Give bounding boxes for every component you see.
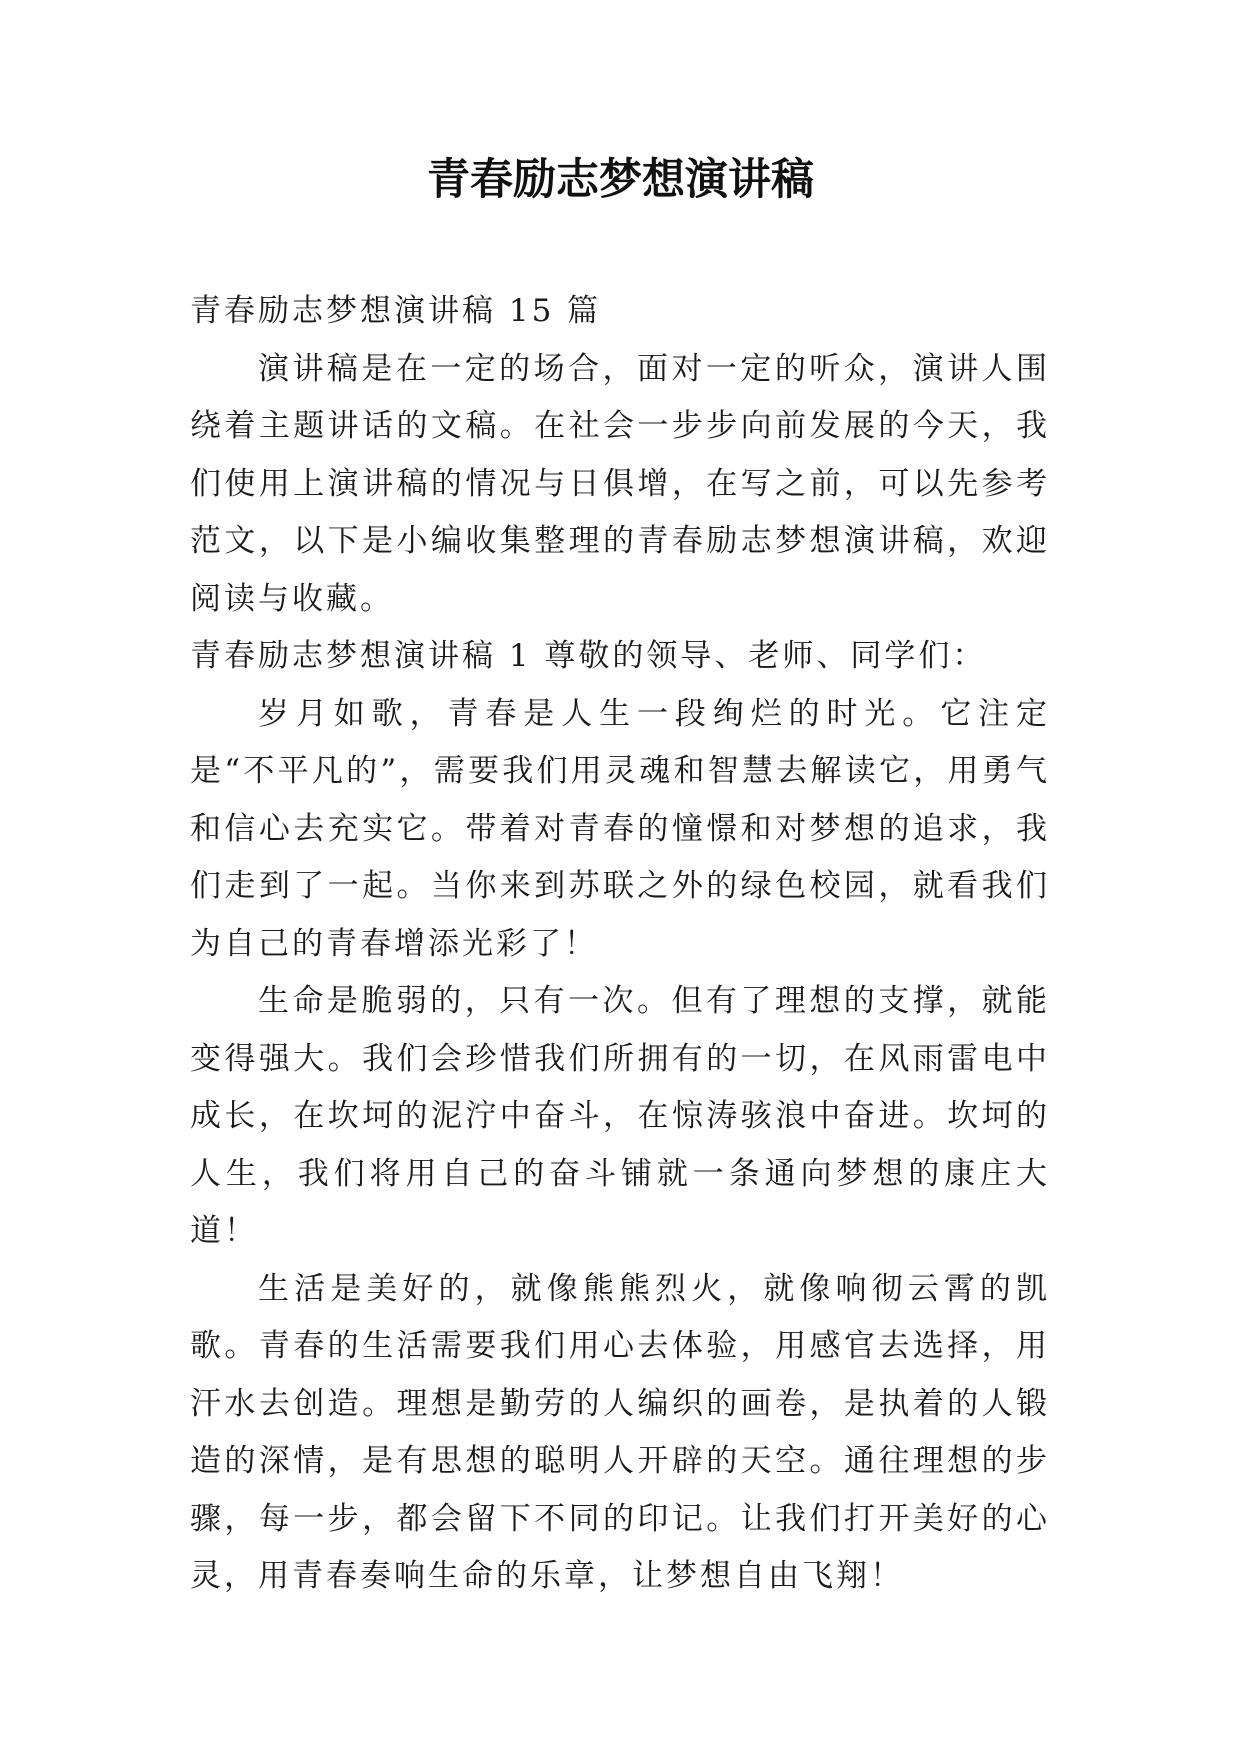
speech-1-heading: 青春励志梦想演讲稿 1 尊敬的领导、老师、同学们： xyxy=(190,638,987,674)
document-body xyxy=(190,283,1050,1606)
intro-paragraph: 演讲稿是在一定的场合，面对一定的听众，演讲人围绕着主题讲话的文稿。在社会一步步向前发展的今天，我们使用上演讲稿的情况与日俱增，在写之前，可以先参考范文，以下是小编收集整理的青春励志梦想演讲稿，欢迎阅读与收藏。 xyxy=(190,350,1050,617)
body-paragraph: 生命是脆弱的，只有一次。但有了理想的支撑，就能变得强大。我们会珍惜我们所拥有的一切，在风雨雷电中成长，在坎坷的泥泞中奋斗，在惊涛骇浪中奋进。坎坷的人生，我们将用自己的奋斗铺就一条通向梦想的康庄大道！ xyxy=(190,983,1050,1249)
body-paragraph: 岁月如歌，青春是人生一段绚烂的时光。它注定是“不平凡的”，需要我们用灵魂和智慧去解读它，用勇气和信心去充实它。带着对青春的憧憬和对梦想的追求，我们走到了一起。当你来到苏联之外的绿色校园，就看我们为自己的青春增添光彩了！ xyxy=(190,695,1050,962)
subtitle-line: 青春励志梦想演讲稿 15 篇 xyxy=(190,293,602,329)
body-paragraph: 生活是美好的，就像熊熊烈火，就像响彻云霄的凯歌。青春的生活需要我们用心去体验，用感官去选择，用汗水去创造。理想是勤劳的人编织的画卷，是执着的人锻造的深情，是有思想的聪明人开辟的天空。通往理想的步骤，每一步，都会留下不同的印记。让我们打开美好的心灵，用青春奏响生命的乐章，让梦想自由飞翔！ xyxy=(190,1270,1050,1594)
document-title: 青春励志梦想演讲稿 xyxy=(427,155,814,205)
